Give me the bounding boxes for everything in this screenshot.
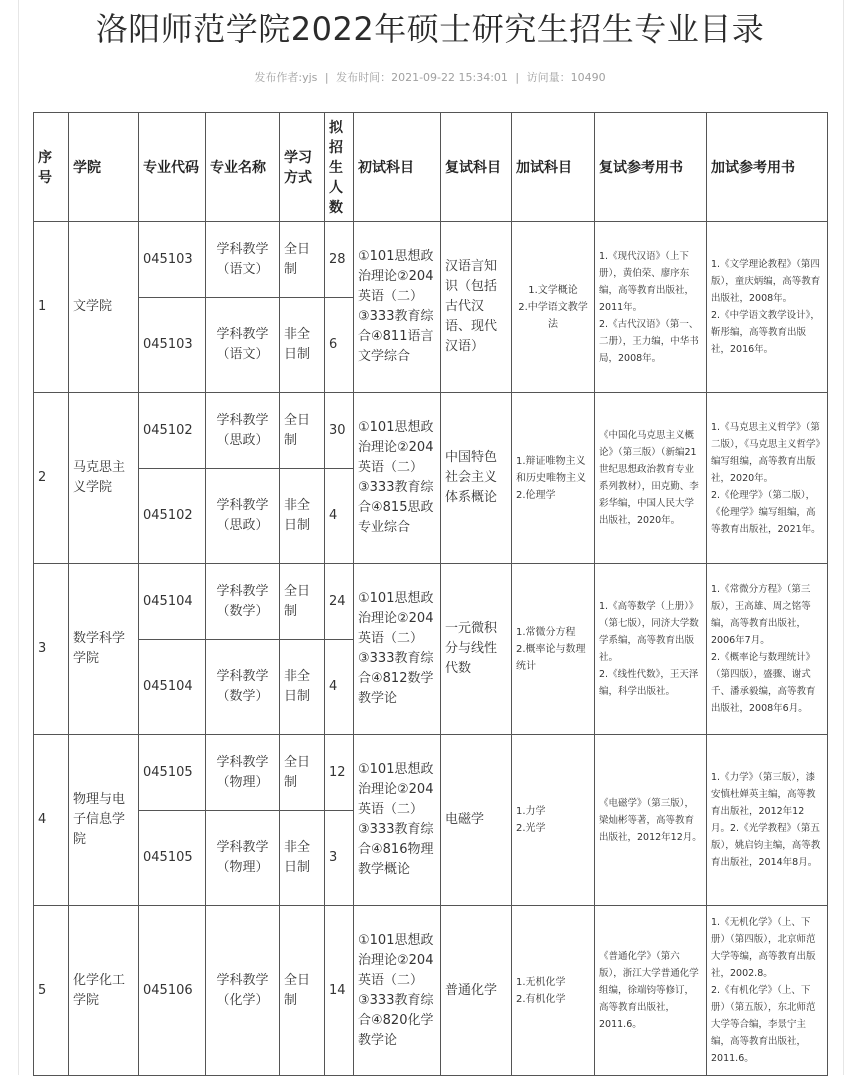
mode-cell: 非全日制 (280, 298, 325, 393)
mode-cell: 全日制 (280, 906, 325, 1076)
extra-subjects-cell: 1.文学概论 2.中学语文教学法 (512, 222, 595, 393)
college-cell: 数学科学学院 (69, 564, 139, 735)
retest-subjects-cell: 一元微积分与线性代数 (441, 564, 512, 735)
mode-cell: 非全日制 (280, 811, 325, 906)
table-header-row (34, 113, 828, 222)
major-cell: 学科教学（化学） (206, 906, 280, 1076)
code-cell: 045103 (139, 222, 206, 298)
quota-cell: 12 (325, 735, 354, 811)
header-code: 专业代码 (139, 113, 206, 222)
extra-subjects-cell: 1.辩证唯物主义和历史唯物主义 2.伦理学 (512, 393, 595, 564)
header-quota: 拟招生人数 (325, 113, 354, 222)
quota-cell: 14 (325, 906, 354, 1076)
header-retest-books: 复试参考用书 (595, 113, 707, 222)
mode-cell: 非全日制 (280, 469, 325, 564)
extra-books-cell: 1.《常微分方程》（第三版），王高雄、周之铭等编，高等教育出版社，2006年7月。 2.《概率论与数理统计》（第四版），盛骤、谢式千、潘承毅编，高等教育出版社，2008年6月。 (707, 564, 828, 735)
retest-books-cell: 1.《现代汉语》（上下册），黄伯荣、廖序东编，高等教育出版社，2011年。 2.《古代汉语》（第一、二册），王力编，中华书局，2008年。 (595, 222, 707, 393)
initial-subjects-cell: ①101思想政治理论②204英语（二）③333教育综合④815思政专业综合 (354, 393, 441, 564)
initial-subjects-cell: ①101思想政治理论②204英语（二）③333教育综合④811语言文学综合 (354, 222, 441, 393)
initial-subjects-cell: ①101思想政治理论②204英语（二）③333教育综合④820化学教学论 (354, 906, 441, 1076)
retest-books-cell: 《普通化学》（第六版），浙江大学普通化学组编，徐端钧等修订，高等教育出版社，2011.6。 (595, 906, 707, 1076)
code-cell: 045104 (139, 640, 206, 735)
college-cell: 文学院 (69, 222, 139, 393)
header-initial-subjects: 初试科目 (354, 113, 441, 222)
extra-books-cell: 1.《马克思主义哲学》（第二版），《马克思主义哲学》编写组编，高等教育出版社，2020年。 2.《伦理学》（第二版），《伦理学》编写组编，高等教育出版社，2021年。 (707, 393, 828, 564)
publish-time-text: 发布时间：2021-09-22 15:34:01 (336, 71, 508, 84)
header-extra-subjects: 加试科目 (512, 113, 595, 222)
code-cell: 045102 (139, 393, 206, 469)
extra-books-cell: 1.《力学》（第三版），漆安慎杜婵英主编，高等教育出版社，2012年12月。2.《光学教程》（第五版），姚启钧主编，高等教育出版社，2014年8月。 (707, 735, 828, 906)
extra-subjects-cell: 1.无机化学 2.有机化学 (512, 906, 595, 1076)
mode-cell: 全日制 (280, 735, 325, 811)
program-catalog-table (33, 112, 828, 1076)
header-extra-books: 加试参考用书 (707, 113, 828, 222)
code-cell: 045102 (139, 469, 206, 564)
seq-cell: 1 (34, 222, 69, 393)
mode-cell: 全日制 (280, 222, 325, 298)
major-cell: 学科教学（思政） (206, 393, 280, 469)
code-cell: 045105 (139, 735, 206, 811)
retest-books-cell: 1.《高等数学（上册）》（第七版），同济大学数学系编，高等教育出版社。 2.《线性代数》，王天泽编，科学出版社。 (595, 564, 707, 735)
header-mode: 学习方式 (280, 113, 325, 222)
initial-subjects-cell: ①101思想政治理论②204英语（二）③333教育综合④812数学教学论 (354, 564, 441, 735)
quota-cell: 3 (325, 811, 354, 906)
major-cell: 学科教学（物理） (206, 735, 280, 811)
quota-cell: 6 (325, 298, 354, 393)
author-text: 发布作者:yjs (254, 71, 318, 84)
code-cell: 045105 (139, 811, 206, 906)
code-cell: 045103 (139, 298, 206, 393)
table-row (34, 564, 828, 640)
college-cell: 马克思主义学院 (69, 393, 139, 564)
table-row (34, 735, 828, 811)
major-cell: 学科教学（物理） (206, 811, 280, 906)
quota-cell: 30 (325, 393, 354, 469)
quota-cell: 4 (325, 469, 354, 564)
view-count-text: 访问量：10490 (526, 71, 606, 84)
header-seq: 序号 (34, 113, 69, 222)
retest-subjects-cell: 汉语言知识（包括古代汉语、现代汉语） (441, 222, 512, 393)
table-row (34, 222, 828, 298)
extra-books-cell: 1.《文学理论教程》（第四版），童庆炳编，高等教育出版社，2008年。 2.《中学语文教学设计》，靳彤编，高等教育出版社，2016年。 (707, 222, 828, 393)
mode-cell: 非全日制 (280, 640, 325, 735)
major-cell: 学科教学（数学） (206, 564, 280, 640)
meta-separator: | (324, 71, 329, 84)
retest-books-cell: 《电磁学》（第三版），梁灿彬等著，高等教育出版社，2012年12月。 (595, 735, 707, 906)
major-cell: 学科教学（思政） (206, 469, 280, 564)
meta-separator: | (515, 71, 520, 84)
table-row (34, 906, 828, 1076)
mode-cell: 全日制 (280, 393, 325, 469)
retest-subjects-cell: 电磁学 (441, 735, 512, 906)
header-college: 学院 (69, 113, 139, 222)
code-cell: 045106 (139, 906, 206, 1076)
quota-cell: 4 (325, 640, 354, 735)
seq-cell: 3 (34, 564, 69, 735)
college-cell: 物理与电子信息学院 (69, 735, 139, 906)
mode-cell: 全日制 (280, 564, 325, 640)
major-cell: 学科教学（数学） (206, 640, 280, 735)
extra-subjects-cell: 1.常微分方程 2.概率论与数理统计 (512, 564, 595, 735)
retest-books-cell: 《中国化马克思主义概论》（第三版）（新编21世纪思想政治教育专业系列教材），田克勤、李彩华编，中国人民大学出版社，2020年。 (595, 393, 707, 564)
quota-cell: 28 (325, 222, 354, 298)
major-cell: 学科教学（语文） (206, 222, 280, 298)
seq-cell: 4 (34, 735, 69, 906)
retest-subjects-cell: 普通化学 (441, 906, 512, 1076)
seq-cell: 5 (34, 906, 69, 1076)
college-cell: 化学化工学院 (69, 906, 139, 1076)
extra-subjects-cell: 1.力学 2.光学 (512, 735, 595, 906)
header-retest-subjects: 复试科目 (441, 113, 512, 222)
retest-subjects-cell: 中国特色社会主义体系概论 (441, 393, 512, 564)
quota-cell: 24 (325, 564, 354, 640)
initial-subjects-cell: ①101思想政治理论②204英语（二）③333教育综合④816物理教学概论 (354, 735, 441, 906)
table-row (34, 393, 828, 469)
header-major: 专业名称 (206, 113, 280, 222)
page-title: 洛阳师范学院2022年硕士研究生招生专业目录 (95, 10, 765, 48)
code-cell: 045104 (139, 564, 206, 640)
extra-books-cell: 1.《无机化学》（上、下册）（第四版），北京师范大学等编，高等教育出版社，2002.8。 2.《有机化学》（上、下册）（第五版），东北师范大学等合编，李景宁主编，高等教育出版社，2011.6。 (707, 906, 828, 1076)
article-meta (0, 69, 860, 85)
seq-cell: 2 (34, 393, 69, 564)
major-cell: 学科教学（语文） (206, 298, 280, 393)
